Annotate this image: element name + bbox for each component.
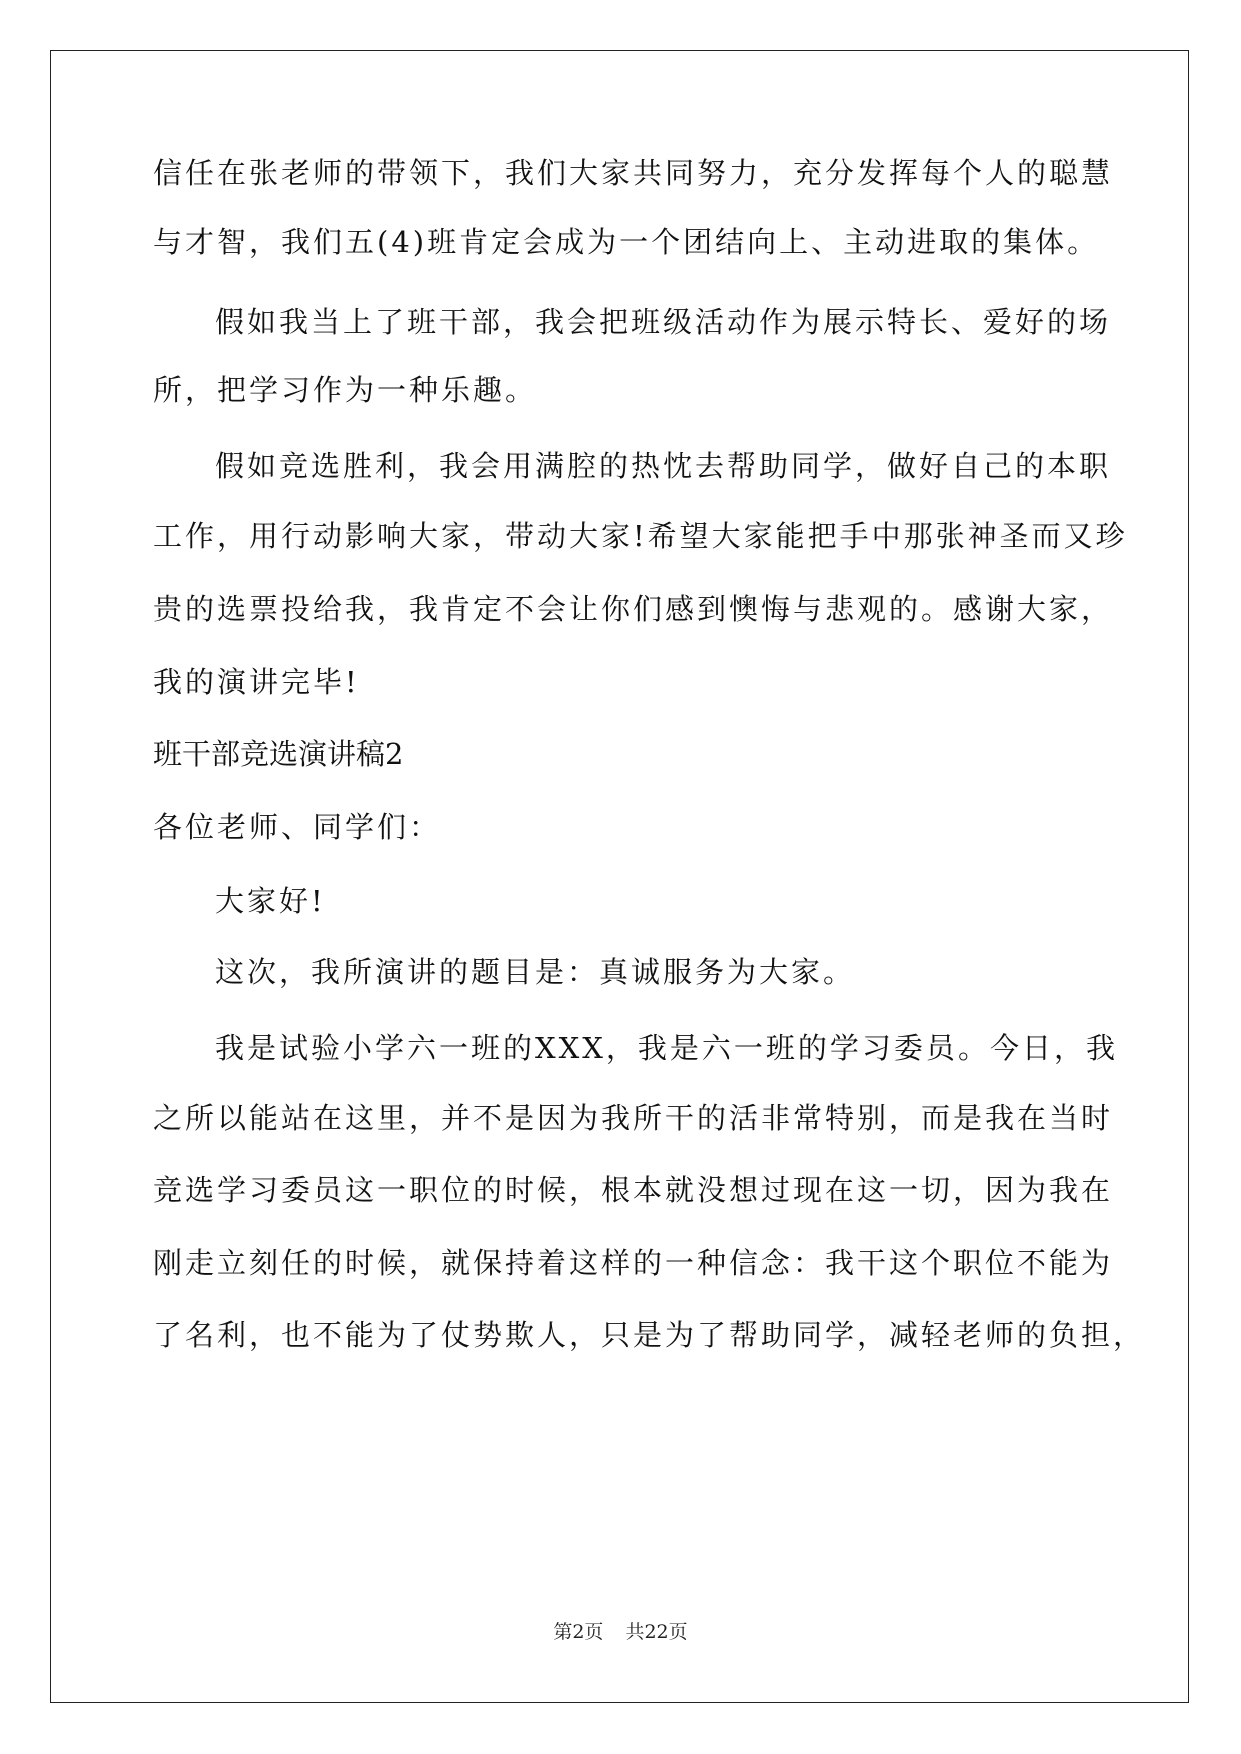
text-line: 所，把学习作为一种乐趣。	[153, 373, 538, 407]
text-line: 刚走立刻任的时候，就保持着这样的一种信念：我干这个职位不能为	[153, 1246, 1114, 1280]
text-line: 之所以能站在这里，并不是因为我所干的活非常特别，而是我在当时	[153, 1101, 1114, 1135]
paragraph-line: 我是试验小学六一班的XXX，我是六一班的学习委员。今日，我	[215, 1031, 1118, 1065]
paragraph-line: 假如我当上了班干部，我会把班级活动作为展示特长、爱好的场	[215, 305, 1112, 339]
section-heading: 班干部竞选演讲稿2	[153, 737, 404, 771]
page-number: 第2页	[553, 1621, 604, 1643]
text-line: 了名利，也不能为了仗势欺人，只是为了帮助同学，减轻老师的负担，	[153, 1318, 1146, 1352]
text-line: 信任在张老师的带领下，我们大家共同努力，充分发挥每个人的聪慧	[153, 156, 1114, 190]
paragraph-line: 这次，我所演讲的题目是：真诚服务为大家。	[215, 955, 856, 989]
text-line: 与才智，我们五(4)班肯定会成为一个团结向上、主动进取的集体。	[153, 225, 1100, 259]
paragraph-line: 假如竞选胜利，我会用满腔的热忱去帮助同学，做好自己的本职	[215, 449, 1112, 483]
text-line: 竞选学习委员这一职位的时候，根本就没想过现在这一切，因为我在	[153, 1173, 1114, 1207]
page-footer	[0, 1620, 1241, 1644]
greeting: 大家好!	[215, 884, 326, 918]
salutation: 各位老师、同学们：	[153, 810, 442, 844]
page-total: 共22页	[625, 1621, 688, 1643]
page-border	[50, 50, 1189, 1703]
text-line: 工作，用行动影响大家，带动大家!希望大家能把手中那张神圣而又珍	[153, 519, 1128, 553]
text-line: 我的演讲完毕!	[153, 665, 360, 699]
text-line: 贵的选票投给我，我肯定不会让你们感到懊悔与悲观的。感谢大家，	[153, 592, 1114, 626]
